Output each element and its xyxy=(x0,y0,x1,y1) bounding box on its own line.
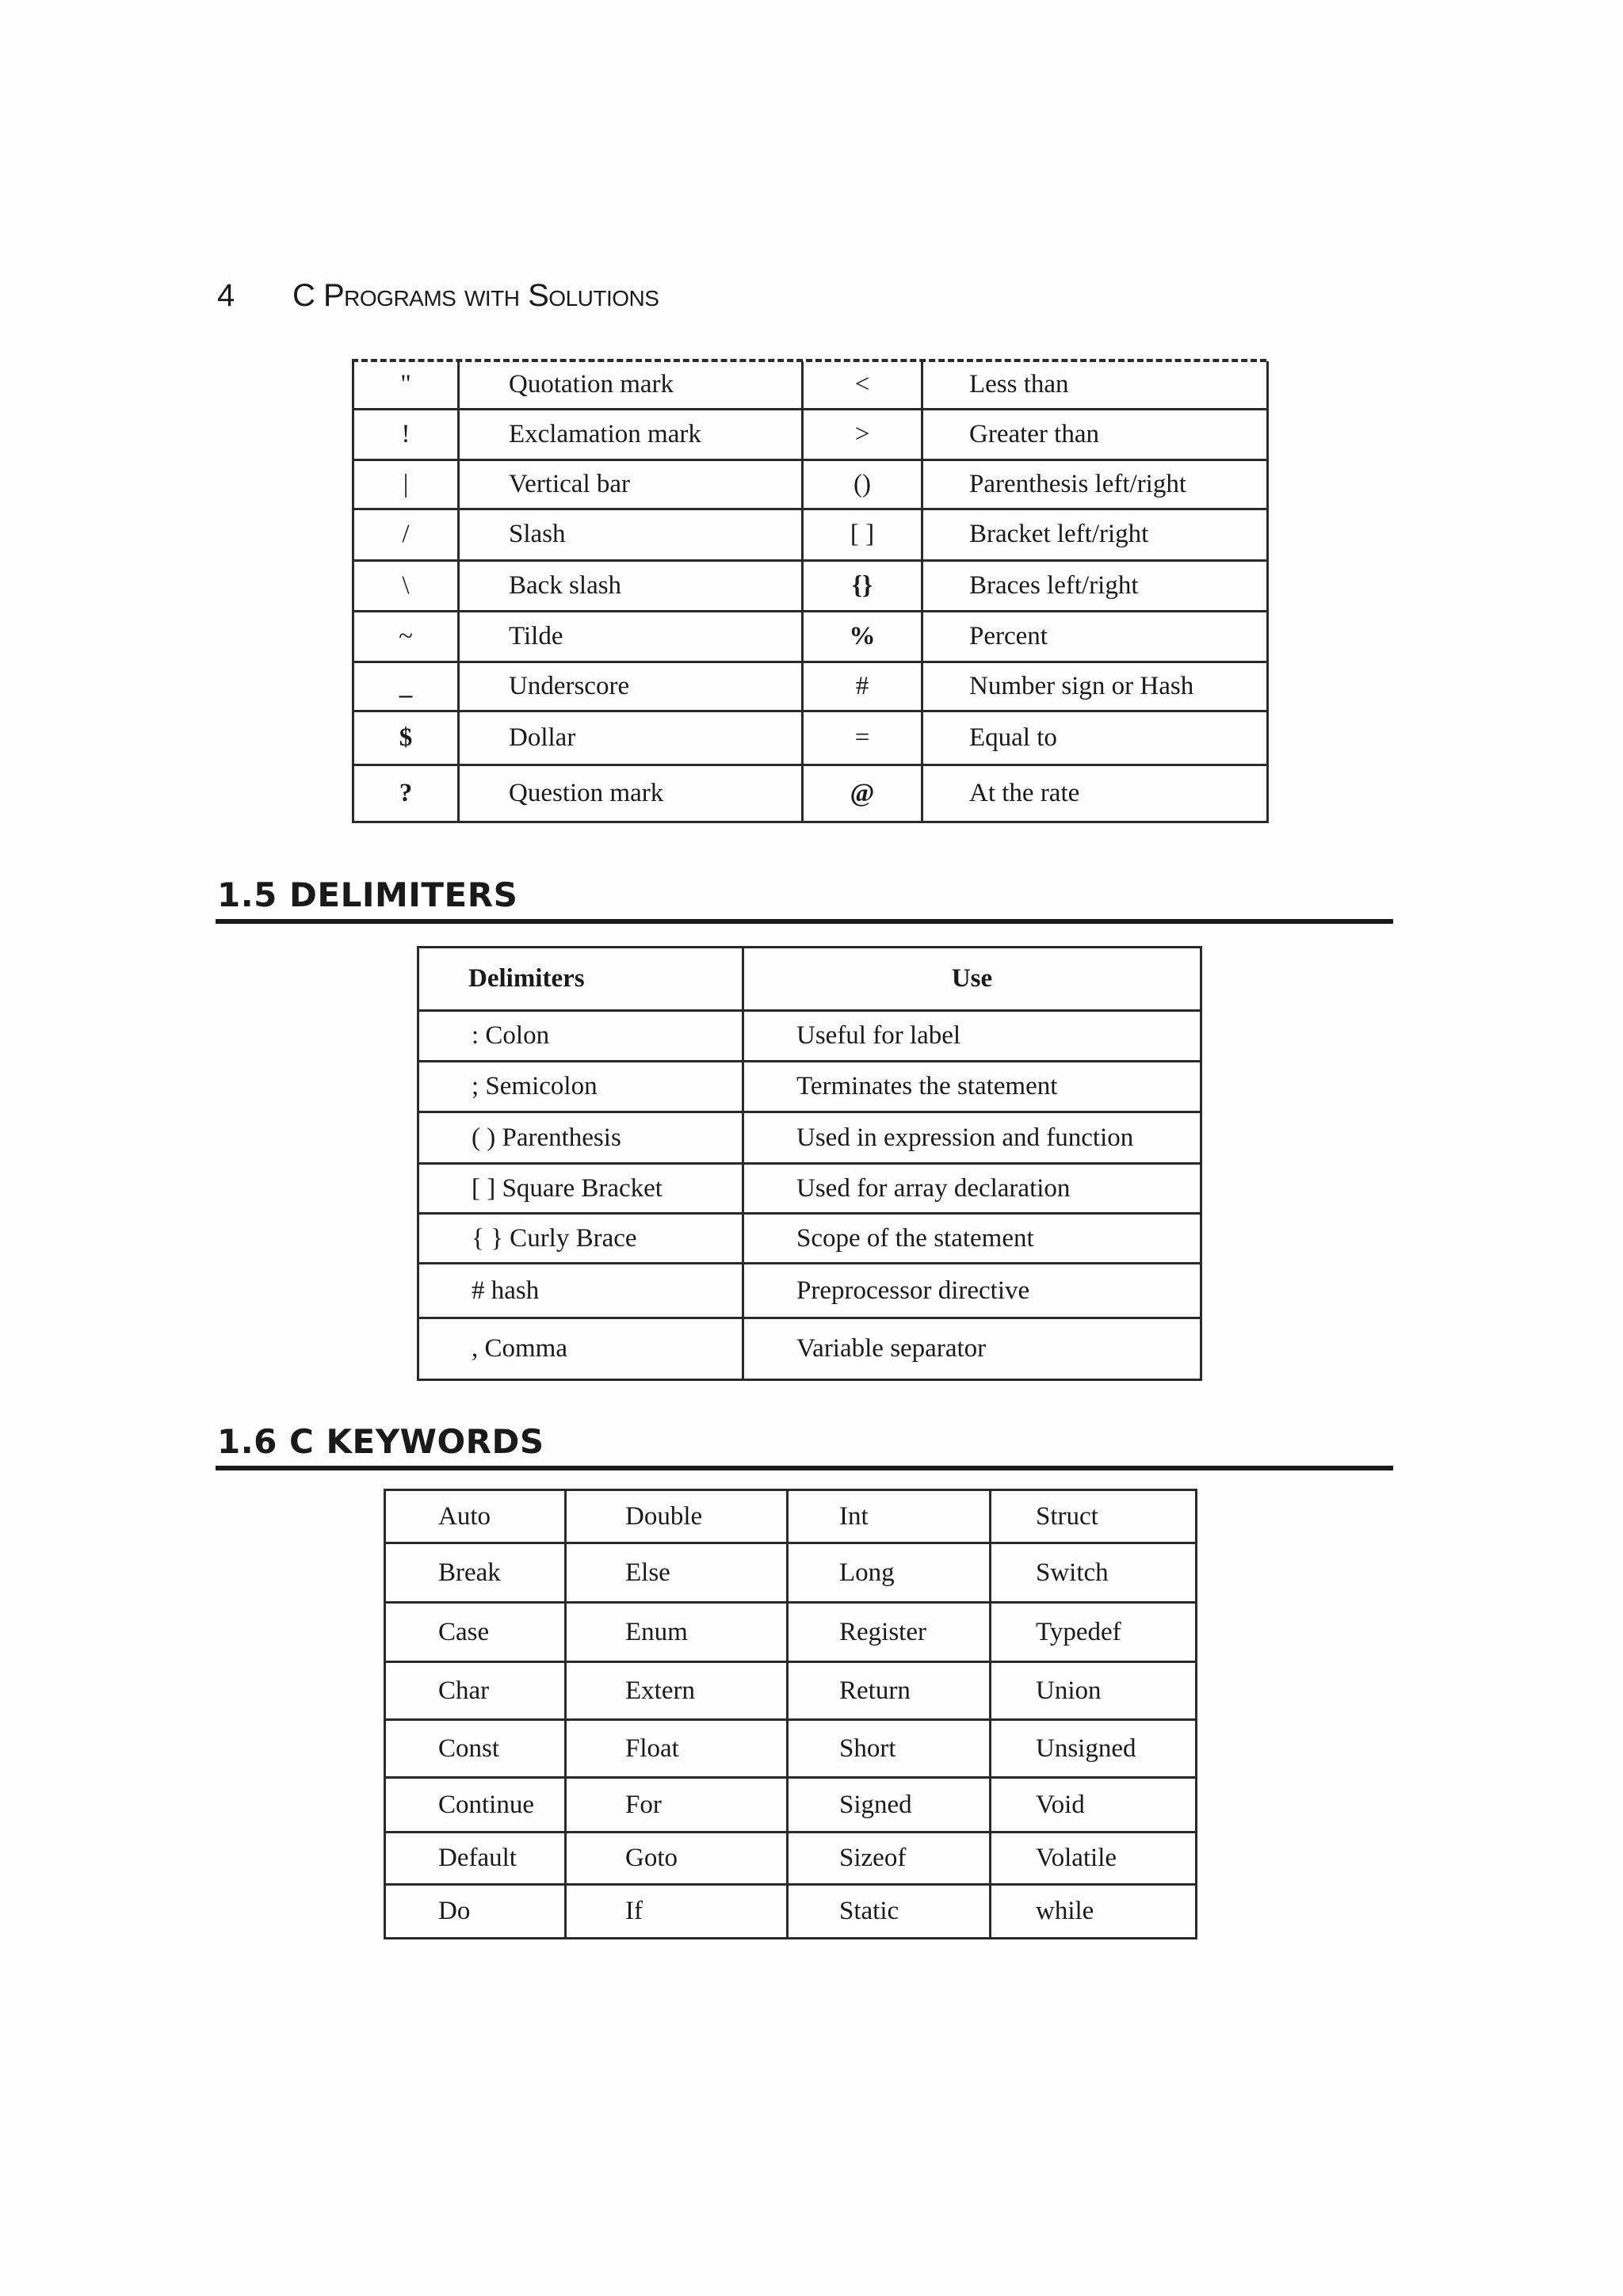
keyword-cell: Register xyxy=(788,1603,991,1662)
keyword-cell: Void xyxy=(991,1778,1197,1833)
use-cell: Variable separator xyxy=(743,1318,1201,1380)
symbol-name-cell: Tilde xyxy=(459,611,803,662)
symbol-name-cell: Braces left/right xyxy=(922,560,1268,611)
delimiter-cell: , Comma xyxy=(418,1318,743,1380)
section-heading-delimiters xyxy=(216,871,1393,924)
table-row xyxy=(385,1603,1197,1662)
symbol-cell: " xyxy=(353,361,459,409)
use-cell: Useful for label xyxy=(743,1011,1201,1062)
column-header-delimiters: Delimiters xyxy=(418,948,743,1011)
keyword-cell: Case xyxy=(385,1603,566,1662)
table-row xyxy=(353,662,1268,711)
keyword-cell: Extern xyxy=(566,1662,788,1720)
section-title: 1.6 C KEYWORDS xyxy=(217,1422,544,1461)
symbol-cell: < xyxy=(803,361,922,409)
delimiter-cell: # hash xyxy=(418,1264,743,1318)
section-heading-keywords xyxy=(216,1418,1393,1470)
table-row xyxy=(418,1112,1201,1164)
c-keywords-table xyxy=(384,1489,1197,1939)
table-row xyxy=(385,1720,1197,1778)
keyword-cell: Int xyxy=(788,1490,991,1543)
symbol-name-cell: Dollar xyxy=(459,711,803,765)
delimiter-cell: { } Curly Brace xyxy=(418,1214,743,1264)
keyword-cell: Char xyxy=(385,1662,566,1720)
use-cell: Preprocessor directive xyxy=(743,1264,1201,1318)
keyword-cell: Long xyxy=(788,1543,991,1603)
symbol-name-cell: At the rate xyxy=(922,765,1268,822)
keyword-cell: Return xyxy=(788,1662,991,1720)
book-title: C Programs with Solutions xyxy=(292,278,659,313)
table-row xyxy=(385,1490,1197,1543)
keyword-cell: Short xyxy=(788,1720,991,1778)
keyword-cell: Float xyxy=(566,1720,788,1778)
table-row xyxy=(385,1778,1197,1833)
keyword-cell: Union xyxy=(991,1662,1197,1720)
keyword-cell: Const xyxy=(385,1720,566,1778)
table-row xyxy=(385,1885,1197,1939)
keyword-cell: Sizeof xyxy=(788,1833,991,1885)
symbol-name-cell: Underscore xyxy=(459,662,803,711)
symbol-cell: | xyxy=(353,460,459,509)
column-header-use: Use xyxy=(743,948,1201,1011)
keyword-cell: Else xyxy=(566,1543,788,1603)
symbol-cell: = xyxy=(803,711,922,765)
table-row xyxy=(418,1318,1201,1380)
table-row xyxy=(418,1062,1201,1112)
use-cell: Used for array declaration xyxy=(743,1164,1201,1214)
symbol-name-cell: Exclamation mark xyxy=(459,409,803,460)
symbol-name-cell: Equal to xyxy=(922,711,1268,765)
table-row xyxy=(353,460,1268,509)
keyword-cell: Auto xyxy=(385,1490,566,1543)
symbol-cell: / xyxy=(353,509,459,560)
delimiter-cell: : Colon xyxy=(418,1011,743,1062)
keyword-cell: Do xyxy=(385,1885,566,1939)
keyword-cell: Signed xyxy=(788,1778,991,1833)
table-row xyxy=(353,560,1268,611)
symbol-name-cell: Quotation mark xyxy=(459,361,803,409)
symbol-cell: @ xyxy=(803,765,922,822)
symbol-cell: ~ xyxy=(353,611,459,662)
keyword-cell: Double xyxy=(566,1490,788,1543)
keyword-cell: If xyxy=(566,1885,788,1939)
keyword-cell: Default xyxy=(385,1833,566,1885)
delimiter-cell: ( ) Parenthesis xyxy=(418,1112,743,1164)
symbol-cell: _ xyxy=(353,662,459,711)
delimiter-cell: ; Semicolon xyxy=(418,1062,743,1112)
table-row xyxy=(353,361,1268,409)
keyword-cell: Struct xyxy=(991,1490,1197,1543)
symbol-name-cell: Bracket left/right xyxy=(922,509,1268,560)
symbol-cell: ! xyxy=(353,409,459,460)
keyword-cell: Break xyxy=(385,1543,566,1603)
symbol-cell: # xyxy=(803,662,922,711)
table-row xyxy=(353,509,1268,560)
symbol-name-cell: Greater than xyxy=(922,409,1268,460)
table-header-row xyxy=(418,948,1201,1011)
symbol-cell: \ xyxy=(353,560,459,611)
table-row xyxy=(353,711,1268,765)
special-characters-table xyxy=(352,361,1269,823)
keyword-cell: Continue xyxy=(385,1778,566,1833)
table-row xyxy=(385,1543,1197,1603)
keyword-cell: Volatile xyxy=(991,1833,1197,1885)
table-row xyxy=(418,1264,1201,1318)
symbol-name-cell: Back slash xyxy=(459,560,803,611)
table-row xyxy=(418,1214,1201,1264)
table-row xyxy=(385,1662,1197,1720)
table-row xyxy=(385,1833,1197,1885)
symbol-cell: () xyxy=(803,460,922,509)
table-row xyxy=(353,765,1268,822)
symbol-name-cell: Vertical bar xyxy=(459,460,803,509)
table-row xyxy=(353,611,1268,662)
symbol-name-cell: Question mark xyxy=(459,765,803,822)
symbol-name-cell: Less than xyxy=(922,361,1268,409)
symbol-cell: > xyxy=(803,409,922,460)
keyword-cell: For xyxy=(566,1778,788,1833)
use-cell: Used in expression and function xyxy=(743,1112,1201,1164)
table-row xyxy=(418,1164,1201,1214)
section-title: 1.5 DELIMITERS xyxy=(217,875,518,914)
table-row xyxy=(418,1011,1201,1062)
symbol-cell: ? xyxy=(353,765,459,822)
keyword-cell: Goto xyxy=(566,1833,788,1885)
symbol-name-cell: Parenthesis left/right xyxy=(922,460,1268,509)
symbol-name-cell: Slash xyxy=(459,509,803,560)
use-cell: Scope of the statement xyxy=(743,1214,1201,1264)
delimiter-cell: [ ] Square Bracket xyxy=(418,1164,743,1214)
keyword-cell: Typedef xyxy=(991,1603,1197,1662)
page-number: 4 xyxy=(217,278,235,313)
symbol-cell: [ ] xyxy=(803,509,922,560)
symbol-cell: $ xyxy=(353,711,459,765)
keyword-cell: Unsigned xyxy=(991,1720,1197,1778)
keyword-cell: Switch xyxy=(991,1543,1197,1603)
symbol-cell: {} xyxy=(803,560,922,611)
symbol-name-cell: Percent xyxy=(922,611,1268,662)
symbol-name-cell: Number sign or Hash xyxy=(922,662,1268,711)
keyword-cell: while xyxy=(991,1885,1197,1939)
keyword-cell: Enum xyxy=(566,1603,788,1662)
table-row xyxy=(353,409,1268,460)
use-cell: Terminates the statement xyxy=(743,1062,1201,1112)
keyword-cell: Static xyxy=(788,1885,991,1939)
delimiters-table xyxy=(417,946,1202,1381)
symbol-cell: % xyxy=(803,611,922,662)
